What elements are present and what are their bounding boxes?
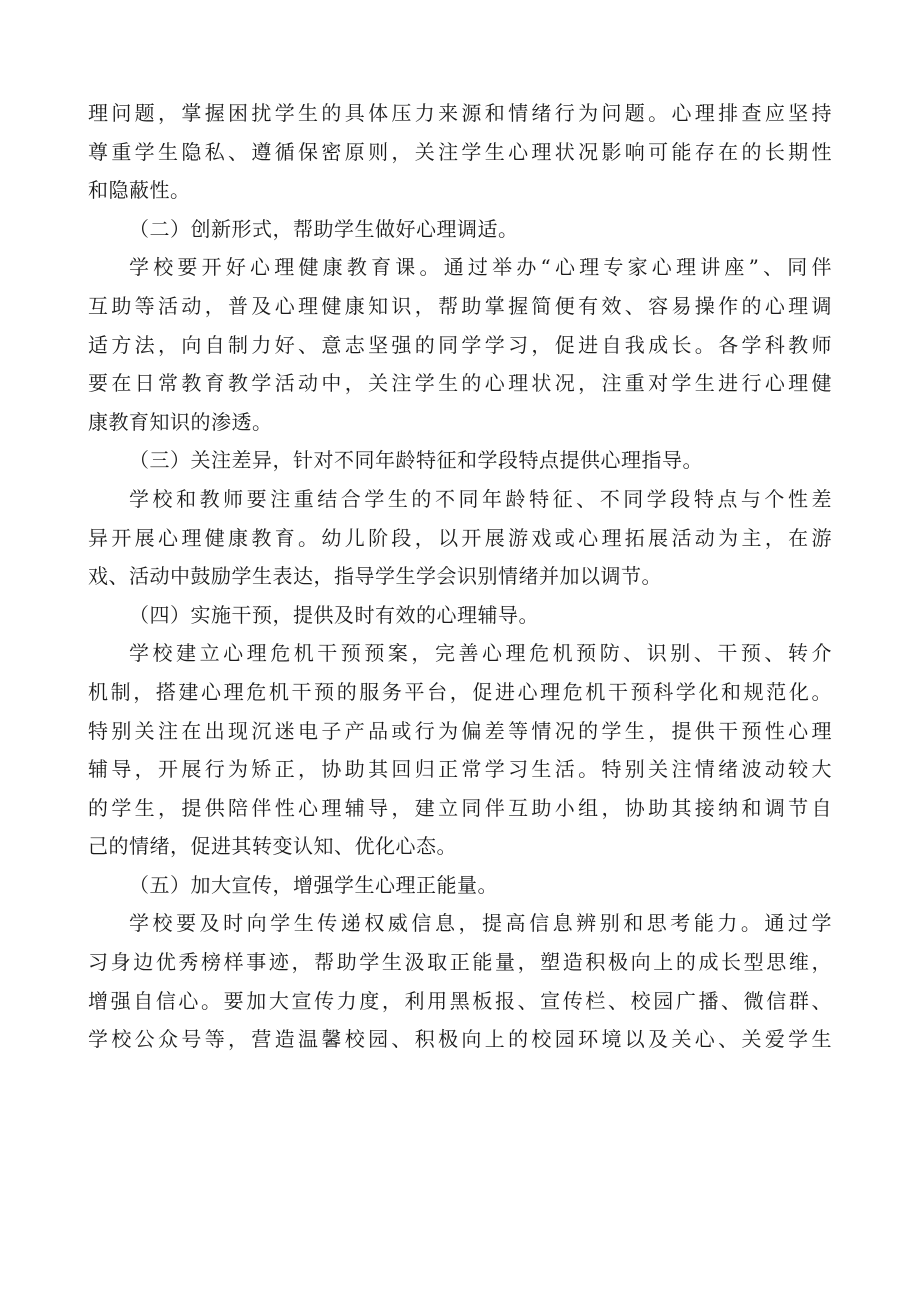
paragraph-line: 互助等活动，普及心理健康知识，帮助掌握简便有效、容易操作的心理调 [88,293,832,318]
paragraph-line: 习身边优秀榜样事迹，帮助学生汲取正能量，塑造积极向上的成长型思维， [88,950,832,975]
paragraph-line: 尊重学生隐私、遵循保密原则，关注学生心理状况影响可能存在的长期性 [88,139,832,164]
paragraph-line: 要在日常教育教学活动中，关注学生的心理状况，注重对学生进行心理健 [88,371,832,396]
paragraph-line: 学校和教师要注重结合学生的不同年龄特征、不同学段特点与个性差 [129,486,832,511]
paragraph-line: 辅导，开展行为矫正，协助其回归正常学习生活。特别关注情绪波动较大 [88,757,832,782]
paragraph-line: 学校要及时向学生传递权威信息，提高信息辨别和思考能力。通过学 [129,911,832,936]
section-heading: （四）实施干预，提供及时有效的心理辅导。 [129,602,539,627]
paragraph-line: 机制，搭建心理危机干预的服务平台，促进心理危机干预科学化和规范化。 [88,679,832,704]
paragraph-line: 增强自信心。要加大宣传力度，利用黑板报、宣传栏、校园广播、微信群、 [88,988,832,1013]
paragraph-line: 学校要开好心理健康教育课。通过举办“心理专家心理讲座”、同伴 [129,255,832,280]
paragraph-line: 学校公众号等，营造温馨校园、积极向上的校园环境以及关心、关爱学生 [88,1027,832,1052]
paragraph-line: 和隐蔽性。 [88,178,191,203]
paragraph-line: 异开展心理健康教育。幼儿阶段，以开展游戏或心理拓展活动为主，在游 [88,525,832,550]
paragraph-line: 学校建立心理危机干预预案，完善心理危机预防、识别、干预、转介 [129,641,832,666]
section-heading: （三）关注差异，针对不同年龄特征和学段特点提供心理指导。 [129,448,703,473]
paragraph-line: 特别关注在出现沉迷电子产品或行为偏差等情况的学生，提供干预性心理 [88,718,832,743]
paragraph-line: 的学生，提供陪伴性心理辅导，建立同伴互助小组，协助其接纳和调节自 [88,795,832,820]
paragraph-line: 理问题，掌握困扰学生的具体压力来源和情绪行为问题。心理排查应坚持 [88,101,832,125]
paragraph-line: 康教育知识的渗透。 [88,409,273,434]
section-heading: （五）加大宣传，增强学生心理正能量。 [129,872,498,897]
section-heading: （二）创新形式，帮助学生做好心理调适。 [129,216,519,241]
paragraph-line: 适方法，向自制力好、意志坚强的同学学习，促进自我成长。各学科教师 [88,332,832,357]
paragraph-line: 戏、活动中鼓励学生表达，指导学生学会识别情绪并加以调节。 [88,564,662,589]
document-body [88,94,832,1059]
paragraph-line: 己的情绪，促进其转变认知、优化心态。 [88,834,457,859]
